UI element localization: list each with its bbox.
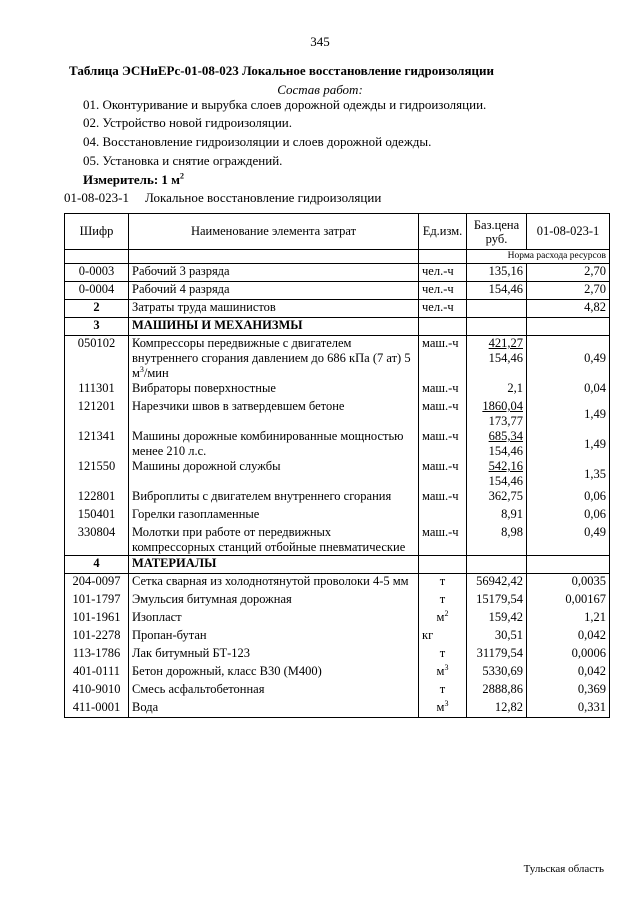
cell-unit — [419, 264, 467, 282]
row-code: 121201 — [77, 399, 116, 413]
row-value: 0,331 — [577, 699, 606, 714]
cell-code — [65, 574, 129, 592]
row-name: Смесь асфальтобетонная — [132, 681, 265, 696]
cell-unit — [419, 300, 467, 318]
row-name: Машины дорожные комбинированные мощностью менее 210 л.с. — [132, 429, 404, 458]
row-unit: т — [439, 574, 446, 588]
cell-unit — [419, 525, 467, 556]
cell-code — [65, 489, 129, 507]
table-row — [65, 318, 610, 336]
row-value: 1,49 — [584, 406, 606, 421]
cell-name — [129, 264, 419, 282]
row-name: Лак битумный БТ-123 — [132, 645, 251, 660]
row-unit: чел.-ч — [422, 282, 454, 296]
row-unit: маш.-ч — [422, 336, 459, 350]
cell-code — [65, 525, 129, 556]
work-composition-heading: Состав работ: — [277, 82, 363, 97]
cell-name — [129, 429, 419, 459]
cell-name — [129, 628, 419, 646]
cell-name — [129, 664, 419, 682]
row-price: 159,42 — [488, 609, 523, 624]
cell-name — [129, 399, 419, 429]
table-row — [65, 507, 610, 525]
work-item: 04. Восстановление гидроизоляции и слоев дорожной одежды. — [83, 134, 432, 149]
cell-code — [65, 556, 129, 574]
cell-value — [527, 264, 610, 282]
row-unit: м — [436, 609, 445, 624]
cell-code — [65, 682, 129, 700]
cell-unit — [419, 610, 467, 628]
row-unit: м — [436, 663, 445, 678]
cell-code — [65, 700, 129, 718]
row-price: 135,16 — [488, 264, 523, 278]
cell-value — [527, 399, 610, 429]
cell-value — [527, 556, 610, 574]
row-name: Рабочий 3 разряда — [132, 264, 230, 278]
row-value: 0,042 — [577, 663, 606, 678]
header-price: Баз.цена руб. — [467, 214, 527, 250]
cell-price — [467, 300, 527, 318]
cell-code — [65, 282, 129, 300]
cell-code — [65, 336, 129, 382]
cell-value — [527, 300, 610, 318]
cell-unit — [419, 507, 467, 525]
cell-price — [467, 264, 527, 282]
cell-value — [527, 429, 610, 459]
cell-value — [527, 381, 610, 399]
cell-code — [65, 264, 129, 282]
cell-code — [65, 300, 129, 318]
cell-price — [467, 459, 527, 489]
cell-price — [467, 282, 527, 300]
row-code: 2 — [93, 300, 100, 314]
row-price-2: 154,46 — [488, 474, 523, 488]
row-name: Горелки газопламенные — [132, 507, 260, 521]
table-row — [65, 525, 610, 556]
table-row — [65, 381, 610, 399]
row-name: Виброплиты с двигателем внутреннего сгорания — [132, 489, 392, 503]
cell-value — [527, 525, 610, 556]
cell-name — [129, 300, 419, 318]
row-value: 2,70 — [584, 282, 606, 296]
row-unit: т — [439, 591, 446, 606]
row-code: 122801 — [77, 489, 116, 503]
row-name: Рабочий 4 разряда — [132, 282, 230, 296]
cell-unit — [419, 556, 467, 574]
row-name: Вибраторы поверхностные — [132, 381, 276, 395]
row-code: 204-0097 — [72, 574, 121, 588]
cell-price — [467, 646, 527, 664]
cell-value — [527, 282, 610, 300]
header-name: Наименование элемента затрат — [129, 214, 419, 250]
row-price: 30,51 — [494, 627, 523, 642]
cell-name — [129, 336, 419, 382]
table-row — [65, 300, 610, 318]
row-unit: маш.-ч — [422, 399, 459, 413]
row-code: 410-9010 — [72, 681, 121, 696]
row-name: Эмульсия битумная дорожная — [132, 591, 292, 606]
row-price: 5330,69 — [482, 663, 523, 678]
cell-name — [129, 592, 419, 610]
table-row — [65, 336, 610, 382]
cell-price — [467, 682, 527, 700]
cell-name — [129, 507, 419, 525]
cell-value — [527, 489, 610, 507]
cell-name — [129, 459, 419, 489]
row-code: 150401 — [77, 507, 116, 521]
row-unit-sup: 2 — [444, 608, 449, 618]
cell-unit — [419, 664, 467, 682]
row-price: 1860,04 — [482, 399, 523, 413]
cell-unit — [419, 592, 467, 610]
row-price: 31179,54 — [476, 645, 523, 660]
row-value: 0,49 — [584, 351, 606, 365]
row-value: 0,0035 — [571, 574, 606, 588]
page-number: 345 — [310, 34, 330, 49]
row-value: 0,369 — [577, 681, 606, 696]
cell-code — [65, 399, 129, 429]
norm-code-line — [64, 190, 381, 206]
row-price: 2,1 — [507, 381, 523, 395]
row-code: 121341 — [77, 429, 116, 443]
table-row — [65, 574, 610, 592]
cell-code — [65, 507, 129, 525]
cell-code — [65, 459, 129, 489]
table-header-row — [65, 214, 610, 250]
row-code: 101-2278 — [72, 627, 121, 642]
cell-value — [527, 336, 610, 382]
row-unit: чел.-ч — [422, 300, 454, 314]
cell-unit — [419, 282, 467, 300]
row-value: 0,00167 — [565, 591, 606, 606]
row-code: 0-0003 — [78, 264, 115, 278]
cell-name — [129, 574, 419, 592]
cell-price — [467, 664, 527, 682]
cell-value — [527, 610, 610, 628]
table-row — [65, 264, 610, 282]
row-name: МАШИНЫ И МЕХАНИЗМЫ — [132, 318, 303, 332]
cell-name — [129, 646, 419, 664]
measure-label: Измеритель: 1 м — [83, 172, 181, 187]
row-name: Компрессоры передвижные с двигателем внутреннего сгорания давлением до 686 кПа (7 ат) 5 м — [132, 336, 411, 380]
cell-price — [467, 700, 527, 718]
cell-price — [467, 574, 527, 592]
row-value: 0,49 — [584, 525, 606, 539]
row-name: Пропан-бутан — [132, 627, 207, 642]
table-row — [65, 429, 610, 459]
row-name: Бетон дорожный, класс В30 (М400) — [132, 663, 322, 678]
cell-code — [65, 592, 129, 610]
cell-price — [467, 429, 527, 459]
row-price: 15179,54 — [476, 591, 523, 606]
table-row — [65, 489, 610, 507]
row-name: Машины дорожной службы — [132, 459, 281, 473]
table-row — [65, 700, 610, 718]
row-name: МАТЕРИАЛЫ — [132, 556, 217, 570]
work-item: 01. Оконтуривание и вырубка слоев дорожной одежды и гидроизоляции. — [83, 97, 487, 112]
row-code: 111301 — [78, 381, 115, 395]
cell-unit — [419, 318, 467, 336]
norm-label: Норма расхода ресурсов — [467, 250, 610, 264]
cell-value — [527, 592, 610, 610]
row-value: 0,06 — [584, 507, 606, 521]
table-row — [65, 459, 610, 489]
row-price: 12,82 — [494, 699, 523, 714]
row-name-tail: /мин — [143, 366, 169, 380]
cell-name — [129, 525, 419, 556]
header-code: Шифр — [65, 214, 129, 250]
cell-price — [467, 489, 527, 507]
norm-code: 01-08-023-1 — [64, 190, 129, 205]
cell-price — [467, 318, 527, 336]
row-code: 330804 — [77, 525, 116, 539]
row-code: 101-1797 — [72, 591, 121, 606]
cell-price — [467, 610, 527, 628]
cell-value — [527, 318, 610, 336]
table-title: Таблица ЭСНиЕРс-01-08-023 Локальное восстановление гидроизоляции — [69, 63, 494, 78]
row-unit: т — [439, 681, 446, 696]
measure-sup: 2 — [180, 171, 185, 181]
cell-unit — [419, 381, 467, 399]
row-code: 101-1961 — [72, 609, 121, 624]
row-price: 8,98 — [501, 525, 523, 539]
row-value: 1,35 — [584, 466, 606, 481]
table-row — [65, 628, 610, 646]
row-value: 2,70 — [584, 264, 606, 278]
row-price-2: 173,77 — [488, 414, 523, 428]
cell-name — [129, 556, 419, 574]
work-item: 05. Установка и снятие ограждений. — [83, 153, 283, 168]
row-price: 542,16 — [488, 459, 523, 473]
row-value: 0,06 — [584, 489, 606, 503]
row-name: Изопласт — [132, 609, 182, 624]
row-price: 685,34 — [488, 429, 523, 443]
cell-value — [527, 507, 610, 525]
row-unit-sup: 3 — [444, 698, 449, 708]
cell-code — [65, 610, 129, 628]
cell-unit — [419, 700, 467, 718]
cell-code — [65, 381, 129, 399]
row-code: 113-1786 — [72, 645, 121, 660]
row-value: 4,82 — [584, 300, 606, 314]
row-code: 050102 — [77, 336, 116, 350]
cell-price — [467, 336, 527, 382]
cell-value — [527, 646, 610, 664]
row-value: 0,04 — [584, 381, 606, 395]
row-code: 411-0001 — [72, 699, 121, 714]
row-price: 154,46 — [488, 282, 523, 296]
header-unit: Ед.изм. — [419, 214, 467, 250]
row-unit-sup: 3 — [444, 662, 449, 672]
row-price: 2888,86 — [482, 681, 523, 696]
cell-unit — [419, 628, 467, 646]
row-unit: маш.-ч — [422, 489, 459, 503]
row-code: 401-0111 — [73, 663, 120, 678]
row-unit: т — [439, 645, 446, 660]
row-value: 1,49 — [584, 436, 606, 451]
row-name: Сетка сварная из холоднотянутой проволоки 4-5 мм — [132, 574, 409, 588]
table-row — [65, 664, 610, 682]
cell-code — [65, 429, 129, 459]
row-value: 0,042 — [577, 627, 606, 642]
cell-price — [467, 507, 527, 525]
cell-value — [527, 664, 610, 682]
cell-price — [467, 628, 527, 646]
cell-code — [65, 318, 129, 336]
row-unit: маш.-ч — [422, 381, 459, 395]
row-unit: маш.-ч — [422, 459, 459, 473]
table-row — [65, 282, 610, 300]
cell-name — [129, 610, 419, 628]
cell-unit — [419, 574, 467, 592]
cell-value — [527, 700, 610, 718]
table-row — [65, 399, 610, 429]
row-name: Вода — [132, 699, 159, 714]
cell-code — [65, 664, 129, 682]
row-code: 3 — [93, 318, 100, 332]
cell-code — [65, 646, 129, 664]
row-unit: м — [436, 699, 445, 714]
cell-unit — [419, 459, 467, 489]
row-name: Молотки при работе от передвижных компрессорных станций отбойные пневматические — [132, 525, 406, 554]
row-price-2: 154,46 — [488, 444, 523, 458]
row-code: 121550 — [77, 459, 116, 473]
row-unit: чел.-ч — [422, 264, 454, 278]
cell-code — [65, 628, 129, 646]
row-name-sup: 3 — [139, 364, 144, 374]
cell-value — [527, 459, 610, 489]
cell-value — [527, 682, 610, 700]
cell-price — [467, 399, 527, 429]
cell-price — [467, 525, 527, 556]
table-row — [65, 610, 610, 628]
table-row — [65, 646, 610, 664]
table-row — [65, 682, 610, 700]
row-value: 1,21 — [584, 609, 606, 624]
row-price: 56942,42 — [476, 574, 523, 588]
work-item: 02. Устройство новой гидроизоляции. — [83, 115, 293, 130]
header-norm: 01-08-023-1 — [527, 214, 610, 250]
row-name: Затраты труда машинистов — [132, 300, 276, 314]
cell-name — [129, 489, 419, 507]
cell-price — [467, 556, 527, 574]
cell-name — [129, 700, 419, 718]
row-unit: кг — [422, 627, 434, 642]
cell-unit — [419, 489, 467, 507]
row-price: 362,75 — [488, 489, 523, 503]
row-code: 0-0004 — [78, 282, 115, 296]
region-footer: Тульская область — [523, 863, 604, 875]
row-name: Нарезчики швов в затвердевшем бетоне — [132, 399, 345, 413]
cell-name — [129, 381, 419, 399]
cell-name — [129, 318, 419, 336]
table-row — [65, 556, 610, 574]
row-price: 8,91 — [501, 507, 523, 521]
row-unit: маш.-ч — [422, 525, 459, 539]
row-price-2: 154,46 — [488, 351, 523, 365]
norm-label-row — [65, 250, 610, 264]
cell-value — [527, 574, 610, 592]
cell-name — [129, 282, 419, 300]
cell-unit — [419, 399, 467, 429]
cell-unit — [419, 682, 467, 700]
cell-unit — [419, 646, 467, 664]
cell-name — [129, 682, 419, 700]
cell-unit — [419, 429, 467, 459]
resource-table — [64, 213, 610, 718]
cell-price — [467, 592, 527, 610]
measure-unit — [83, 172, 184, 188]
row-code: 4 — [93, 556, 100, 570]
row-unit: маш.-ч — [422, 429, 459, 443]
table-row — [65, 592, 610, 610]
norm-title: Локальное восстановление гидроизоляции — [145, 190, 382, 205]
row-price: 421,27 — [488, 336, 523, 350]
cell-unit — [419, 336, 467, 382]
row-value: 0,0006 — [571, 645, 606, 660]
cell-price — [467, 381, 527, 399]
cell-value — [527, 628, 610, 646]
